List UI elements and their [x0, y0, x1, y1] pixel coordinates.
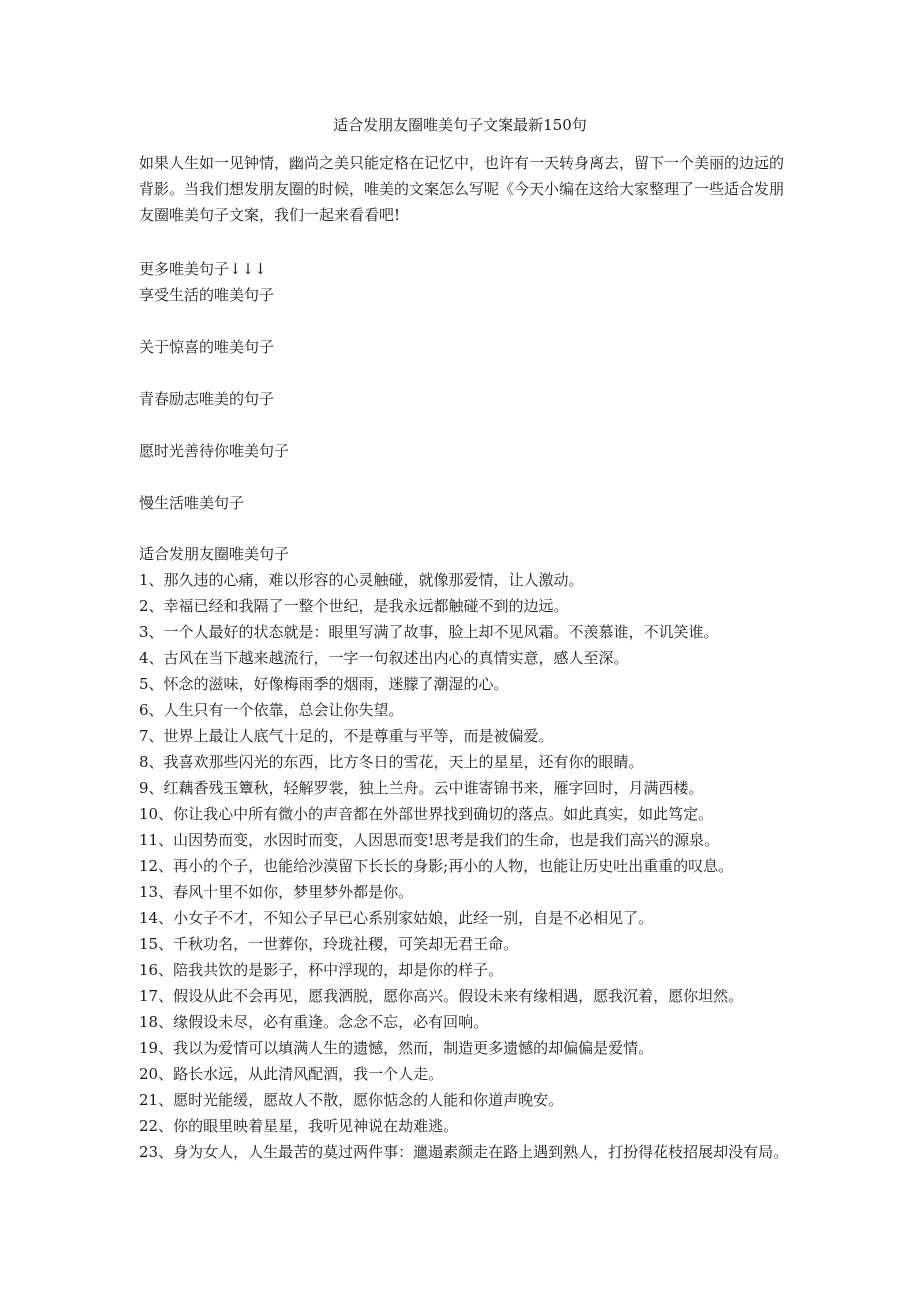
- intro-paragraph: 如果人生如一见钟情，幽尚之美只能定格在记忆中，也许有一天转身离去，留下一个美丽的边远的背影。当我们想发朋友圈的时候，唯美的文案怎么写呢《今天小编在这给大家整理了一些适合发朋友圈唯美句子文案，我们一起来看看吧!: [139, 154, 785, 224]
- list-item: 22、你的眼里映着星星，我听见神说在劫难逃。: [139, 1117, 459, 1135]
- list-heading: 适合发朋友圈唯美句子: [139, 545, 290, 563]
- related-link-youth-inspiration[interactable]: 青春励志唯美的句子: [139, 390, 275, 408]
- list-item: 17、假设从此不会再见，愿我洒脱，愿你高兴。假设未来有缘相遇，愿我沉着，愿你坦然。: [139, 987, 744, 1005]
- related-link-time-kindness[interactable]: 愿时光善待你唯美句子: [139, 442, 290, 460]
- list-item: 1、那久违的心痛，难以形容的心灵触碰，就像那爱情，让人激动。: [139, 571, 584, 589]
- list-item: 20、路长水远，从此清风配酒，我一个人走。: [139, 1065, 444, 1083]
- related-link-enjoy-life[interactable]: 享受生活的唯美句子: [139, 286, 275, 304]
- list-item: 12、再小的个子，也能给沙漠留下长长的身影;再小的人物，也能让历史吐出重重的叹息。: [139, 857, 734, 875]
- list-item: 15、千秋功名，一世葬你，玲珑社稷，可笑却无君王命。: [139, 935, 519, 953]
- list-item: 23、身为女人，人生最苦的莫过两件事：邋遢素颜走在路上遇到熟人，打扮得花枝招展却没有局。: [139, 1143, 789, 1161]
- list-item: 4、古风在当下越来越流行，一字一句叙述出内心的真情实意，感人至深。: [139, 649, 629, 667]
- related-link-surprise[interactable]: 关于惊喜的唯美句子: [139, 338, 275, 356]
- list-item: 19、我以为爱情可以填满人生的遗憾，然而，制造更多遗憾的却偏偏是爱情。: [139, 1039, 654, 1057]
- list-item: 8、我喜欢那些闪光的东西，比方冬日的雪花，天上的星星，还有你的眼睛。: [139, 753, 644, 771]
- list-item: 21、愿时光能缓，愿故人不散，愿你惦念的人能和你道声晚安。: [139, 1091, 564, 1109]
- sentence-list: [139, 567, 791, 1165]
- list-item: 10、你让我心中所有微小的声音都在外部世界找到确切的落点。如此真实，如此笃定。: [139, 805, 714, 823]
- related-links-section: [139, 256, 791, 542]
- list-item: 16、陪我共饮的是影子，杯中浮现的，却是你的样子。: [139, 961, 504, 979]
- more-sentences-label: 更多唯美句子↓↓↓: [139, 260, 267, 278]
- list-item: 9、红藕香残玉簟秋，轻解罗裳，独上兰舟。云中谁寄锦书来，雁字回时，月满西楼。: [139, 779, 704, 797]
- list-item: 14、小女子不才，不知公子早已心系别家姑娘，此经一别，自是不必相见了。: [139, 909, 654, 927]
- document-title: 适合发朋友圈唯美句子文案最新150句: [333, 116, 587, 134]
- related-link-slow-life[interactable]: 慢生活唯美句子: [139, 494, 245, 512]
- list-item: 11、山因势而变，水因时而变，人因思而变!思考是我们的生命，也是我们高兴的源泉。: [139, 831, 720, 849]
- list-item: 6、人生只有一个依靠，总会让你失望。: [139, 701, 404, 719]
- list-item: 3、一个人最好的状态就是：眼里写满了故事，脸上却不见风霜。不羡慕谁，不讥笑谁。: [139, 623, 719, 641]
- list-item: 7、世界上最让人底气十足的，不是尊重与平等，而是被偏爱。: [139, 727, 554, 745]
- list-item: 18、缘假设未尽，必有重逢。念念不忘，必有回响。: [139, 1013, 489, 1031]
- list-item: 13、春风十里不如你，梦里梦外都是你。: [139, 883, 414, 901]
- list-item: 2、幸福已经和我隔了一整个世纪，是我永远都触碰不到的边远。: [139, 597, 569, 615]
- list-item: 5、怀念的滋味，好像梅雨季的烟雨，迷朦了潮湿的心。: [139, 675, 509, 693]
